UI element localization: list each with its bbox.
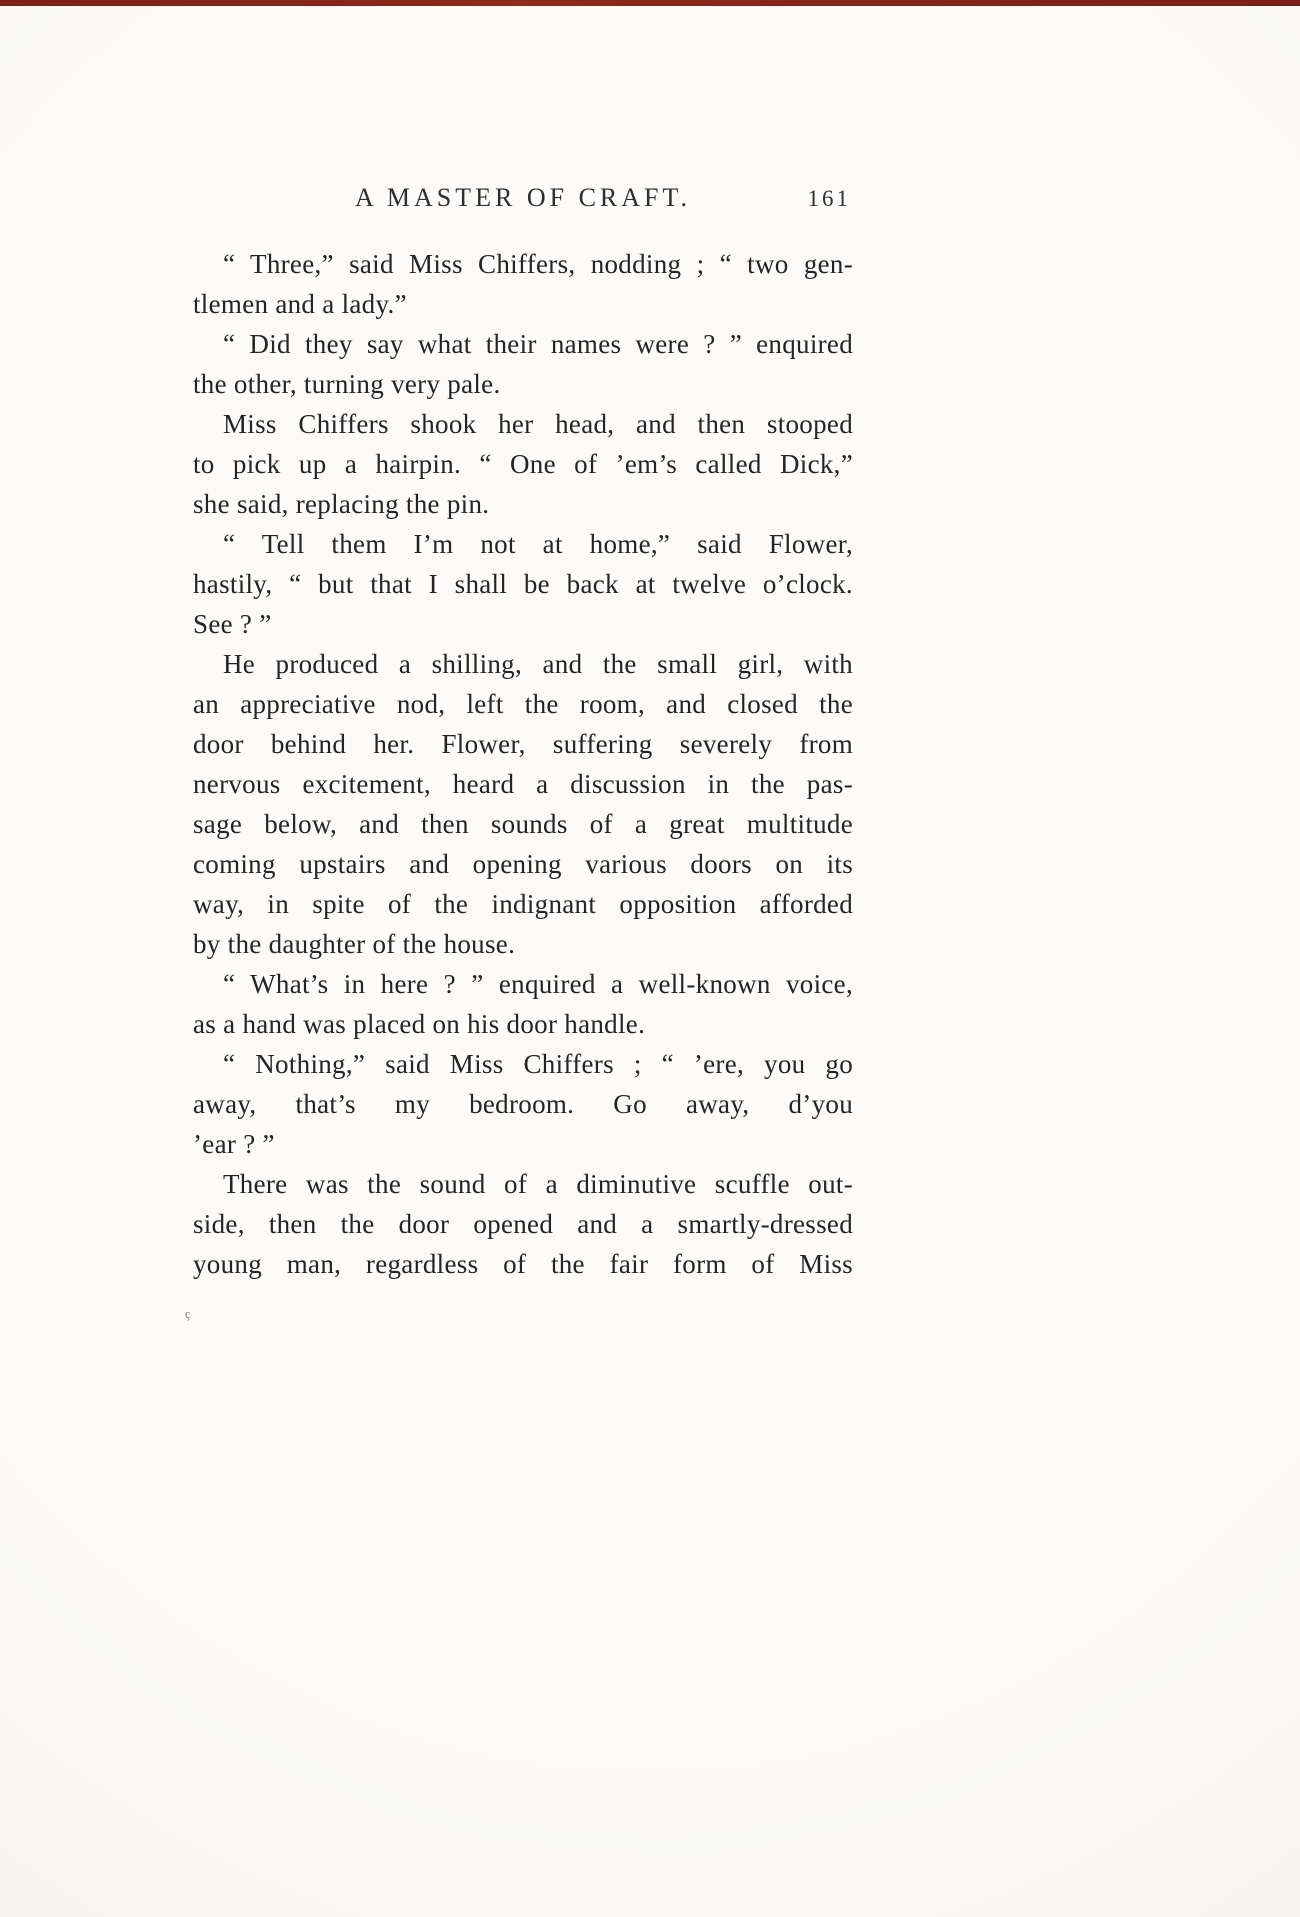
text-line: coming upstairs and opening various doors on its xyxy=(193,849,853,879)
paragraph xyxy=(193,524,853,644)
paragraph xyxy=(193,244,853,324)
paragraph xyxy=(193,644,853,964)
text-line: ’ear ? ” xyxy=(193,1129,275,1159)
running-header xyxy=(193,183,853,217)
text-line: “ Tell them I’m not at home,” said Flower, xyxy=(223,529,853,559)
text-line: way, in spite of the indignant opposition afforded xyxy=(193,889,853,919)
page-title: A MASTER OF CRAFT. xyxy=(355,183,691,212)
text-line: “ What’s in here ? ” enquired a well-known voice, xyxy=(223,969,853,999)
text-line: to pick up a hairpin. “ One of ’em’s called Dick,” xyxy=(193,449,853,479)
paragraph xyxy=(193,1164,853,1284)
text-line: Miss Chiffers shook her head, and then stooped xyxy=(223,409,853,439)
text-line: the other, turning very pale. xyxy=(193,369,501,399)
paragraph xyxy=(193,1044,853,1164)
text-line: nervous excitement, heard a discussion in the pas- xyxy=(193,769,853,799)
text-line: young man, regardless of the fair form of Miss xyxy=(193,1249,853,1279)
text-line: “ Three,” said Miss Chiffers, nodding ; “ two gen- xyxy=(223,249,853,279)
page-number: 161 xyxy=(807,186,851,211)
text-line: “ Nothing,” said Miss Chiffers ; “ ’ere, you go xyxy=(223,1049,853,1079)
text-line: tlemen and a lady.” xyxy=(193,289,407,319)
text-line: away, that’s my bedroom. Go away, d’you xyxy=(193,1089,853,1119)
text-line: as a hand was placed on his door handle. xyxy=(193,1009,646,1039)
text-line: hastily, “ but that I shall be back at twelve o’clock. xyxy=(193,569,853,599)
stray-mark: ç xyxy=(185,1306,191,1321)
text-line: See ? ” xyxy=(193,609,272,639)
text-line: door behind her. Flower, suffering severely from xyxy=(193,729,853,759)
text-line: she said, replacing the pin. xyxy=(193,489,490,519)
text-line: by the daughter of the house. xyxy=(193,929,516,959)
text-line: side, then the door opened and a smartly-dressed xyxy=(193,1209,853,1239)
text-line: He produced a shilling, and the small girl, with xyxy=(223,649,853,679)
text-line: There was the sound of a diminutive scuffle out- xyxy=(223,1169,853,1199)
page-content xyxy=(193,0,853,1284)
text-line: sage below, and then sounds of a great multitude xyxy=(193,809,853,839)
body-text xyxy=(193,244,853,1284)
text-line: an appreciative nod, left the room, and closed the xyxy=(193,689,853,719)
paragraph xyxy=(193,404,853,524)
paragraph xyxy=(193,964,853,1044)
paragraph xyxy=(193,324,853,404)
text-line: “ Did they say what their names were ? ” enquired xyxy=(223,329,853,359)
